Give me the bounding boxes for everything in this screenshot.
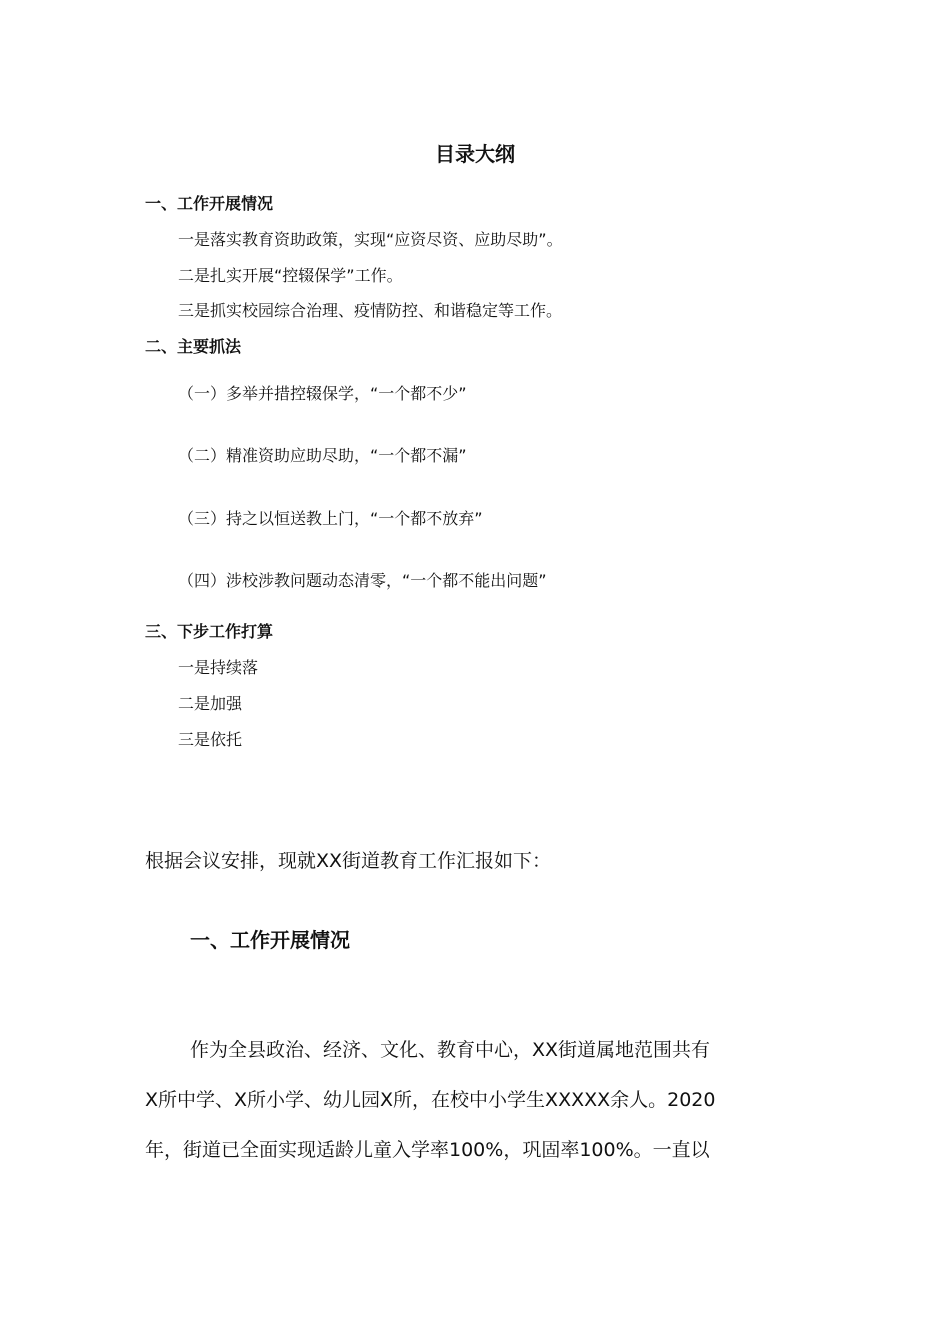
toc-item: 一是持续落 [178, 658, 259, 677]
toc-subitem: （四）涉校涉教问题动态清零，“一个都不能出问题” [178, 571, 547, 590]
toc-heading-2: 二、主要抓法 [145, 337, 242, 356]
paragraph-line: X所中学、X所小学、幼儿园X所，在校中小学生XXXXX余人。2020 [145, 1089, 716, 1111]
toc-item: 三是抓实校园综合治理、疫情防控、和谐稳定等工作。 [178, 301, 563, 320]
toc-item: 一是落实教育资助政策，实现“应资尽资、应助尽助”。 [178, 230, 563, 249]
paragraph-line: 年，街道已全面实现适龄儿童入学率100%，巩固率100%。一直以 [145, 1139, 710, 1161]
toc-heading-1: 一、工作开展情况 [145, 194, 274, 213]
intro-text: 根据会议安排，现就XX街道教育工作汇报如下： [145, 850, 552, 872]
toc-subitem: （一）多举并措控辍保学，“一个都不少” [178, 384, 467, 403]
paragraph-line: 作为全县政治、经济、文化、教育中心，XX街道属地范围共有 [190, 1039, 711, 1061]
toc-item: 二是扎实开展“控辍保学”工作。 [178, 266, 403, 285]
section-heading: 一、工作开展情况 [190, 928, 350, 952]
toc-item: 三是依托 [178, 730, 243, 749]
toc-title: 目录大纲 [435, 142, 515, 166]
toc-item: 二是加强 [178, 694, 243, 713]
toc-subitem: （二）精准资助应助尽助，“一个都不漏” [178, 446, 467, 465]
toc-heading-3: 三、下步工作打算 [145, 622, 274, 641]
toc-subitem: （三）持之以恒送教上门，“一个都不放弃” [178, 509, 483, 528]
